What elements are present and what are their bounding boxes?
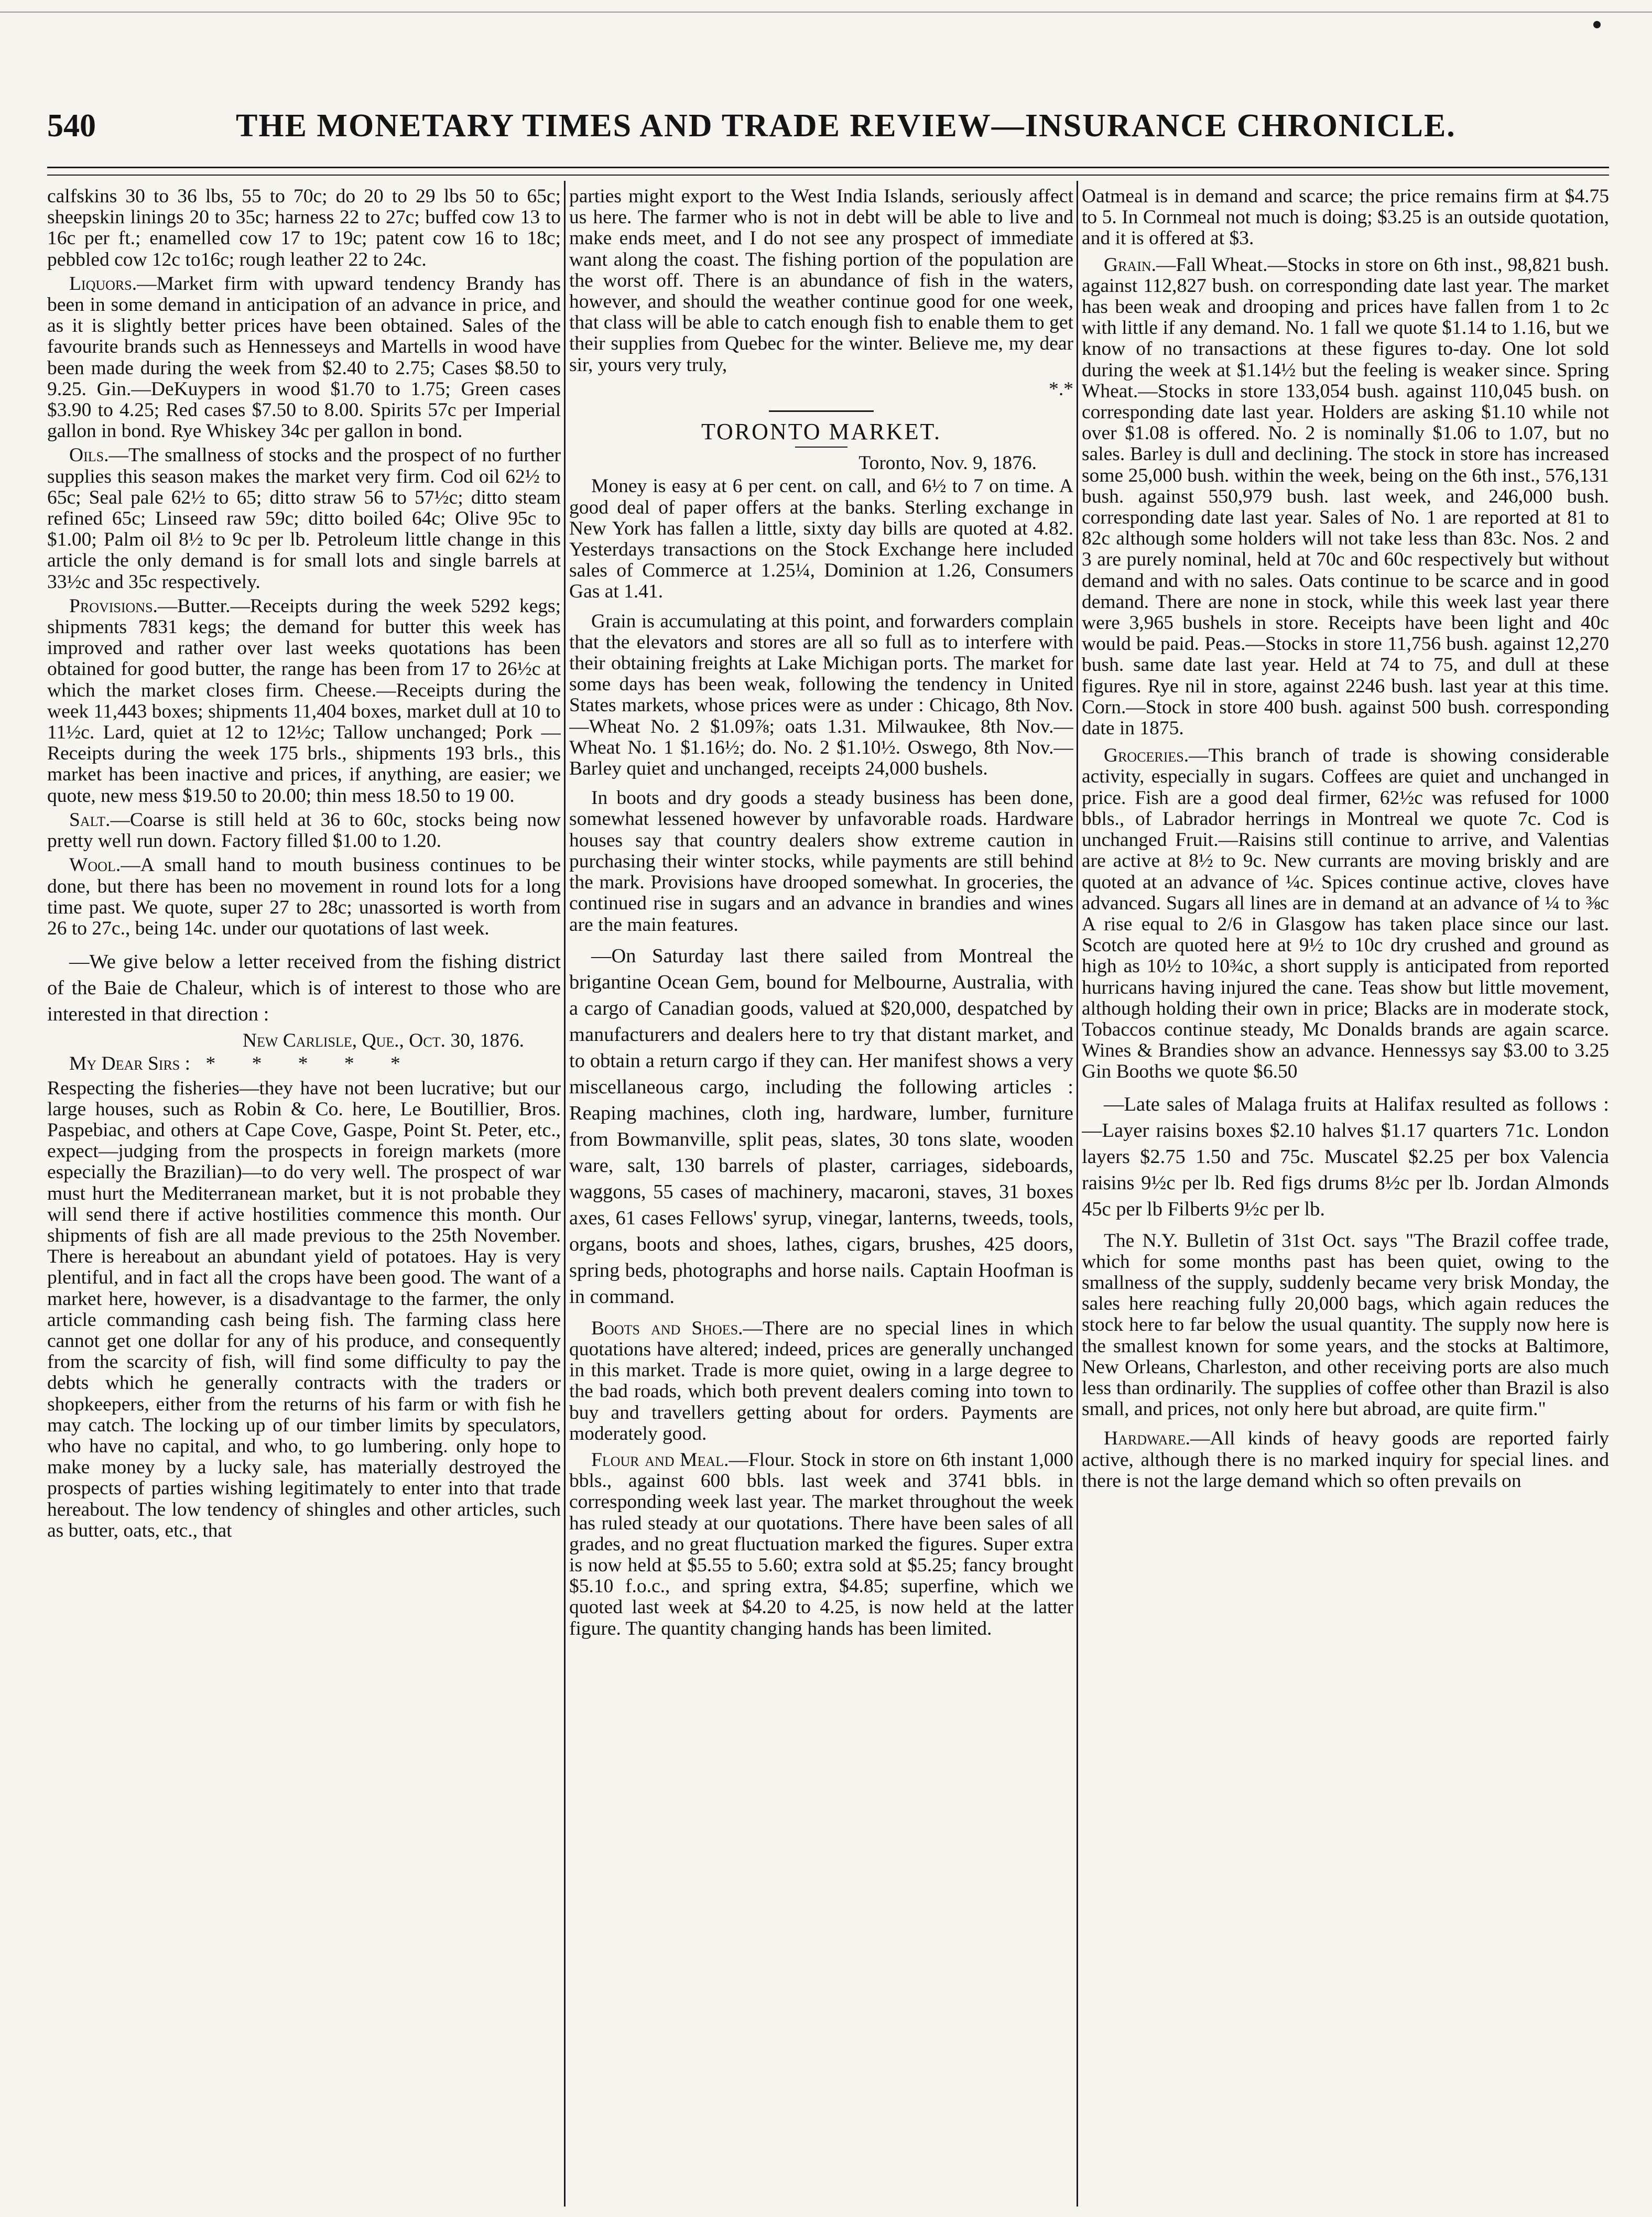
section-subrule [795,447,847,448]
column-1 [47,186,561,2207]
margin-dot [1593,21,1601,28]
flour-paragraph [569,1450,1073,1639]
oils-text: —The smallness of stocks and the prospect of no further supplies this season makes the market very firm. Cod oil 62½ to 65c; Seal pale 62½ to 65; ditto straw 56 to 57½c; ditto steam refined 65c; Linseed raw 59c; ditto boiled 64c; Olive 95c to $1.00; Palm oil 8½ to 9c per lb. Petroleum little change in this article the only demand is for small lots and single barrels at 33½c and 35c respectively. [47,444,561,593]
grain-text: —Fall Wheat.—Stocks in store on 6th inst., 98,821 bush. against 112,827 bush. on corresponding date last year. The market has been weak and drooping and prices have fallen from 1 to 2c with little if any demand. No. 1 fall we quote $1.14 to 1.16, but we know of no transactions at these figures to-day. One lot sold during the week at $1.14½ but the feeling is weaker since. Spring Wheat.—Stocks in store 133,054 bush. against 110,045 bush. on corresponding date last year. Holders are asking $1.10 while not over $1.08 is offered. No. 2 is nominally $1.06 to 1.07, but no sales. Barley is dull and declining. The stock in store has increased some 25,000 bush. within the week, being on the 6th inst., 576,131 bush. against 550,979 bush. last week, and 246,000 bush. corresponding date last year. Sales of No. 1 are reported at 81 to 82c although some holders will not take less than 83c. Nos. 2 and 3 are purely nominal, held at 70c and 60c respectively but without demand and with no sales. Oats continue to be scarce and in good demand. There are none in stock, while this week last year there were 3,965 bushels in store. Receipts have been light and 40c would be paid. Peas.—Stocks in store 11,756 bush. against 12,270 bush. same date last year. Held at 74 to 75, and dull at these figures. Rye nil in store, against 2246 bush. last year at this time. Corn.—Stock in store 400 bush. against 500 bush. corresponding date in 1875. [1082,254,1609,740]
letter-salutation [47,1053,561,1074]
liquors-text: —Market firm with upward tendency Brandy has been in some demand in anticipation of an advance in price, and as it is slightly better prices have been obtained. Sales of the favourite brands such as Hennesseys and Martells in wood have been made during the week from $2.40 to 2.75; Cases $8.50 to 9.25. Gin.—DeKuypers in wood $1.70 to 1.75; Green cases $3.90 to 4.25; Red cases $7.50 to 8.00. Spirits 57c per Imperial gallon in bond. Rye Whiskey 34c per gallon in bond. [47,273,561,442]
section-title-toronto-market: TORONTO MARKET. [701,419,942,445]
salt-paragraph [47,810,561,852]
salutation-stars: * * * * * [205,1053,416,1075]
column-3 [1082,186,1609,2207]
grain-heading: Grain. [1104,254,1157,276]
groceries-heading: Groceries. [1104,745,1189,767]
column-divider-1 [564,181,566,2207]
money-paragraph: Money is easy at 6 per cent. on call, and 6½ to 7 on time. A good deal of paper offers at the banks. Sterling exchange in New York has fallen a little, sixty day bills are quoted at 4.82. Yesterdays transactions on the Stock Exchange here included sales of Commerce at 1.25¼, Dominion at 1.26, Consumers Gas at 1.41. [569,475,1073,603]
letter-intro: —We give below a letter received from the fishing district of the Baie de Chaleur, which is of interest to those who are interested in that direction : [47,951,561,1026]
provisions-heading: Provisions. [69,595,158,617]
groceries-text: —This branch of trade is showing considerable activity, especially in sugars. Coffees are quiet and unchanged in price. Fish are a good deal firmer, 62½c was refused for 1000 bbls., of Labrador herrings in Montreal we quote 7c. Cod is unchanged Fruit.—Raisins still continue to arrive, and Valentias are active at 8½ to 9c. New currants are moving briskly and are quoted at an advance of ¼c. Spices continue active, cloves have advanced. Sugars all lines are in demand at an advance of ¼ to ⅜c A rise equal to 2/6 in Glasgow has taken place since our last. Scotch are quoted here at 9½ to 10c dry crushed and ground as high as 10½ to 10¾c, a short supply is anticipated from reported hurricans having injured the cane. Teas show but little movement, although holding their own in price; Blacks are in moderate stock, Tobaccos continue steady, Mc Donalds brands are again scarce. Wines & Brandies show an advance. Hennessys say $3.00 to 3.25 Gin Booths we quote $6.50 [1082,745,1609,1083]
boots-text: —There are no special lines in which quotations have altered; indeed, prices are generally unchanged in this market. Trade is more quiet, owing in a large degree to the bad roads, which both prevent dealers coming into town to buy and travellers getting about for orders. Payments are moderately good. [569,1317,1073,1444]
boots-heading: Boots and Shoes. [591,1317,743,1339]
letter-continuation: parties might export to the West India Islands, seriously affect us here. The farmer who is not in debt will be able to live and make ends meet, and I do not see any prospect of immediate want along the coast. The fishing portion of the population are the worst off. There is an abundance of fish in the waters, however, and should the weather continue good for one week, that class will be able to catch enough fish to enable them to get their supplies from Quebec for the winter. Believe me, my dear sir, yours very truly, [569,186,1073,376]
header-rule-thin [47,175,1609,176]
toronto-dateline: Toronto, Nov. 9, 1876. [858,452,1037,474]
column-2 [569,186,1073,2207]
provisions-text: —Butter.—Receipts during the week 5292 kegs; shipments 7831 kegs; the demand for butter this week has improved and rather over last weeks quotations has been obtained for good butter, the range has been from 17 to 26½c at which the market closes firm. Cheese.—Receipts during the week 11,443 boxes; shipments 11,404 boxes, market dull at 10 to 11½c. Lard, quiet at 12 to 12½c; Tallow unchanged; Pork —Receipts during the week 175 brls., shipments 193 brls., this market has been inactive and prices, if anything, are easier; we quote, new mess $19.50 to 20.00; thin mess 18.50 to 19 00. [47,595,561,807]
wool-text: —A small hand to mouth business continues to be done, but there has been no movement in round lots for a long time past. We quote, super 27 to 28c; unassorted is worth from 26 to 27c., being 14c. under our quotations of last week. [47,854,561,939]
provisions-paragraph [47,596,561,807]
hardware-text: —All kinds of heavy goods are reported fairly active, although there is no marked inquiry for special lines. and there is not the large demand which so often prevails on [1082,1428,1609,1492]
oils-heading: Oils. [69,444,109,466]
wool-paragraph [47,855,561,939]
running-title: THE MONETARY TIMES AND TRADE REVIEW—INSURANCE CHRONICLE. [236,108,1456,144]
salt-heading: Salt. [69,809,111,831]
hardware-heading: Hardware. [1104,1428,1191,1450]
letter-dateline: New Carlisle, Que., Oct. 30, 1876. [242,1030,524,1052]
top-edge-rule [0,12,1652,13]
grain-paragraph: Grain is accumulating at this point, and forwarders complain that the elevators and stores are all so full as to interfere with their obtaining freights at Lake Michigan ports. The market for some days has been weak, following the tendency in United States markets, whose prices were as under : Chicago, 8th Nov.—Wheat No. 2 $1.09⅞; oats 1.31. Milwaukee, 8th Nov.—Wheat No. 1 $1.16½; do. No. 2 $1.10½. Oswego, 8th Nov.—Barley quiet and unchanged, receipts 24,000 bushels. [569,610,1073,780]
oatmeal-paragraph: Oatmeal is in demand and scarce; the price remains firm at $4.75 to 5. In Cornmeal not much is doing; $3.25 is an outside quotation, and it is offered at $3. [1082,186,1609,249]
flour-heading: Flour and Meal. [591,1449,729,1471]
liquors-heading: Liquors. [69,273,137,295]
page-number: 540 [47,108,96,144]
header-rule-thick [47,167,1609,168]
leather-prices: calfskins 30 to 36 lbs, 55 to 70c; do 20 to 29 lbs 50 to 65c; sheepskin linings 20 to 35c; harness 22 to 27c; buffed cow 13 to 16c per ft.; enamelled cow 17 to 19c; patent cow 16 to 18c; pebbled cow 12c to16c; rough leather 22 to 24c. [47,186,561,270]
wool-heading: Wool. [69,854,121,876]
hardware-paragraph [1082,1428,1609,1492]
letter-body: Respecting the fisheries—they have not been lucrative; but our large houses, such as Robin & Co. here, Le Boutillier, Bros. Paspebiac, and others at Cape Cove, Gaspe, Point St. Peter, etc., expect—judging from the prospects in foreign markets (more especially the Brazilian)—to do very well. The prospect of war must hurt the Mediterranean market, but it is not probable they will send there if active hostilities commence this month. Our shipments of fish are all made previous to the 25th November. There is hereabout an abundant yield of potatoes. Hay is very plentiful, and in fact all the crops have been good. The want of a market here, however, is a disadvantage to the farmer, the only article commanding cash being fish. The farming class here cannot get one dollar for any of his produce, and consequently from the scarcity of fish, will find some difficulty to pay the debts which he generally contracts with the traders or shopkeepers, either from the returns of his farm or with fish he may catch. The locking up of our timber limits by speculators, who have no capital, and who, to go lumbering. only hope to make money by a lucky sale, has materially destroyed the prospects of parties wishing legitimately to enter into that trade hereabout. The low tendency of shingles and other articles, such as butter, oats, etc., that [47,1077,561,1541]
grain-market-paragraph [1082,255,1609,740]
liquors-paragraph [47,274,561,442]
boots-dry-goods-paragraph: In boots and dry goods a steady business has been done, somewhat lessened however by unfavorable roads. Hardware houses say that country dealers show extreme caution in purchasing their winter stocks, while payments are still behind the mark. Provisions have drooped somewhat. In groceries, the continued rise in sugars and an advance in brandies and wines are the main features. [569,787,1073,936]
column-divider-2 [1077,181,1078,2207]
salutation-text: My Dear Sirs : [69,1053,191,1075]
groceries-paragraph [1082,745,1609,1082]
boots-shoes-paragraph [569,1318,1073,1444]
section-rule [769,410,874,412]
salt-text: —Coarse is still held at 36 to 60c, stocks being now pretty well run down. Factory filled $1.00 to 1.20. [47,809,561,852]
flour-text: —Flour. Stock in store on 6th instant 1,000 bbls., against 600 bbls. last week and 3741 bbls. in corresponding week last year. The market throughout the week has ruled steady at our quotations. There have been sales of all grades, and no great fluctuation marked the figures. Super extra is now held at $5.55 to 5.60; extra sold at $5.25; fancy brought $5.10 f.o.c., and spring extra, $4.85; superfine, which we quoted last week at $4.20 to 4.25, is now held at the latter figure. The quantity changing hands has been limited. [569,1449,1073,1639]
page-header [47,107,1609,149]
bulletin-paragraph: The N.Y. Bulletin of 31st Oct. says "The Brazil coffee trade, which for some months past has been quiet, owing to the smallness of the supply, suddenly became very brisk Monday, the sales here reaching fully 20,000 bags, which again reduces the stock here to far below the usual quantity. The supply now here is the smallest known for some years, and the stocks at Baltimore, New Orleans, Charleston, and other receiving ports are also much less than ordinarily. The supplies of coffee other than Brazil is also small, and prices, not only here but abroad, are quite firm." [1082,1230,1609,1420]
ocean-gem-paragraph: —On Saturday last there sailed from Montreal the brigantine Ocean Gem, bound for Melbourne, Australia, with a cargo of Canadian goods, valued at $20,000, despatched by manufacturers and dealers here to try that distant market, and to obtain a return cargo if they can. Her manifest shows a very miscellaneous cargo, including the following articles : Reaping machines, cloth ing, hardware, lumber, furniture from Bowmanville, split peas, slates, 30 tons slate, wooden ware, salt, 130 barrels of plaster, carriages, sideboards, waggons, 55 cases of machinery, macaroni, staves, 31 boxes axes, 61 cases Fellows' syrup, vinegar, lanterns, tweeds, tools, organs, boots and shoes, lathes, cigars, brushes, 425 doors, spring beds, photographs and horse nails. Captain Hoofman is in command. [569,944,1073,1308]
malaga-paragraph: —Late sales of Malaga fruits at Halifax resulted as follows :—Layer raisins boxes $2.10 halves $1.17 quarters 71c. London layers $2.75 1.50 and 75c. Muscatel $2.25 per box Valencia raisins 9½c per lb. Red figs drums 8½c per lb. Jordan Almonds 45c per lb Filberts 9½c per lb. [1082,1093,1609,1220]
oils-paragraph [47,445,561,592]
letter-signature: *.* [1049,378,1073,400]
